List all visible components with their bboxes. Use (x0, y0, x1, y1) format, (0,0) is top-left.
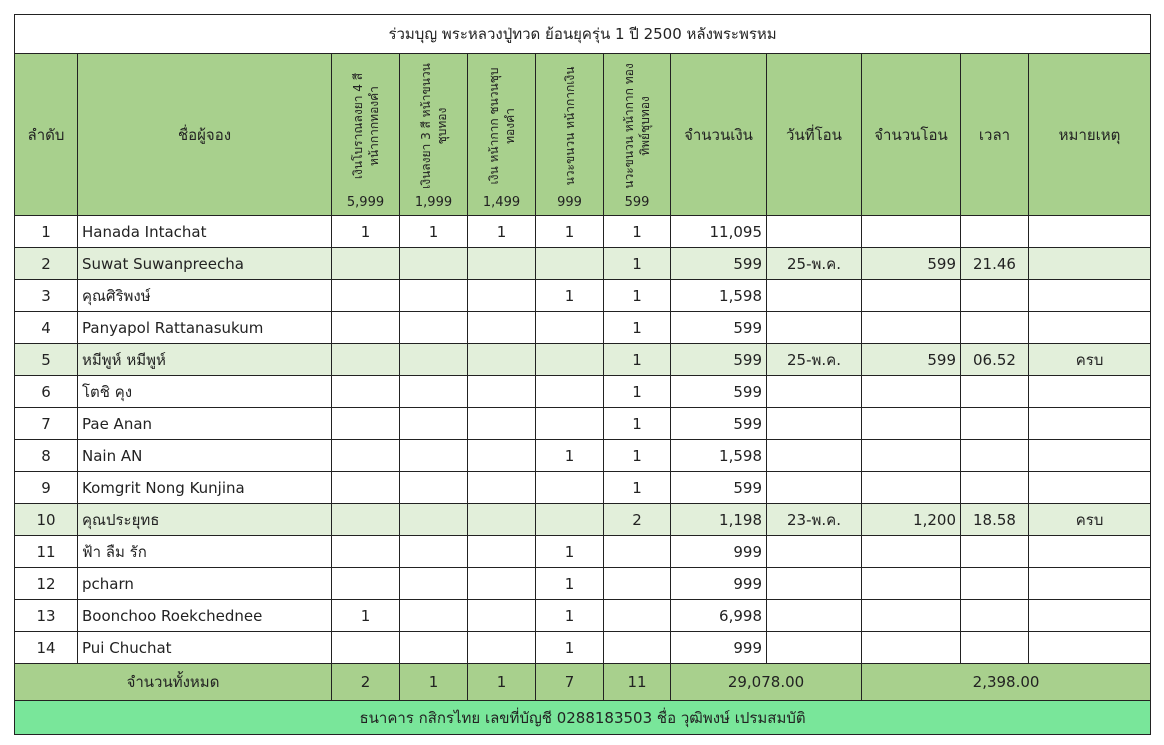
cell-q4 (536, 504, 604, 536)
total-q1: 2 (332, 664, 400, 701)
header-time: เวลา (961, 54, 1029, 216)
cell-time (961, 408, 1029, 440)
cell-transfer: 1,200 (862, 504, 961, 536)
cell-q2 (400, 600, 468, 632)
cell-q5: 1 (604, 344, 671, 376)
cell-no: 13 (15, 600, 78, 632)
cell-q1 (332, 312, 400, 344)
header-item-1-label: เงินโบราณลงยา 4 สี หน้ากากทองคำ (350, 72, 381, 180)
cell-no: 4 (15, 312, 78, 344)
cell-no: 2 (15, 248, 78, 280)
cell-q5: 2 (604, 504, 671, 536)
cell-date (767, 568, 862, 600)
cell-transfer: 599 (862, 248, 961, 280)
header-date: วันที่โอน (767, 54, 862, 216)
cell-q5: 1 (604, 472, 671, 504)
cell-date (767, 632, 862, 664)
cell-no: 10 (15, 504, 78, 536)
cell-date (767, 536, 862, 568)
cell-name: คุณประยุทธ (78, 504, 332, 536)
cell-q1 (332, 280, 400, 312)
cell-no: 3 (15, 280, 78, 312)
cell-amount: 599 (671, 376, 767, 408)
table-row (15, 216, 1151, 248)
cell-q2 (400, 472, 468, 504)
cell-name: Pae Anan (78, 408, 332, 440)
cell-date (767, 600, 862, 632)
cell-transfer (862, 472, 961, 504)
cell-q4 (536, 376, 604, 408)
cell-q1 (332, 536, 400, 568)
cell-date (767, 440, 862, 472)
cell-q3 (468, 568, 536, 600)
cell-time (961, 280, 1029, 312)
cell-q3 (468, 600, 536, 632)
cell-amount: 599 (671, 472, 767, 504)
cell-date: 25-พ.ค. (767, 344, 862, 376)
cell-date: 25-พ.ค. (767, 248, 862, 280)
total-q5: 11 (604, 664, 671, 701)
cell-date (767, 216, 862, 248)
cell-q2 (400, 344, 468, 376)
cell-q2 (400, 632, 468, 664)
cell-no: 9 (15, 472, 78, 504)
cell-q1: 1 (332, 600, 400, 632)
sheet-title: ร่วมบุญ พระหลวงปู่ทวด ย้อนยุครุ่น 1 ปี 2500 หลังพระพรหม (15, 15, 1151, 54)
header-item-2-price: 1,999 (414, 195, 453, 210)
header-no: ลำดับ (15, 54, 78, 216)
header-item-4-label: นวะขนวน หน้ากากเงิน (562, 66, 577, 186)
cell-q5: 1 (604, 440, 671, 472)
cell-q2 (400, 504, 468, 536)
cell-note (1029, 472, 1151, 504)
table-row (15, 440, 1151, 472)
cell-q4: 1 (536, 216, 604, 248)
cell-transfer (862, 600, 961, 632)
header-item-2-label: เงินลงยา 3 สี หน้าขนวนชุบทอง (418, 63, 449, 189)
cell-name: Hanada Intachat (78, 216, 332, 248)
cell-date: 23-พ.ค. (767, 504, 862, 536)
cell-name: Panyapol Rattanasukum (78, 312, 332, 344)
cell-no: 1 (15, 216, 78, 248)
totals-row (15, 664, 1151, 701)
cell-q2: 1 (400, 216, 468, 248)
cell-q2 (400, 376, 468, 408)
cell-amount: 999 (671, 568, 767, 600)
cell-q3: 1 (468, 216, 536, 248)
cell-name: Boonchoo Roekchednee (78, 600, 332, 632)
cell-date (767, 280, 862, 312)
cell-no: 12 (15, 568, 78, 600)
cell-q4 (536, 408, 604, 440)
header-item-5-label: นวะขนวน หน้ากาก ทองทิพย์ชุบทอง (622, 63, 652, 189)
cell-time (961, 312, 1029, 344)
cell-time (961, 536, 1029, 568)
cell-amount: 599 (671, 312, 767, 344)
cell-name: โตชิ คุง (78, 376, 332, 408)
bank-info: ธนาคาร กสิกรไทย เลขที่บัญชี 0288183503 ชื่อ วุฒิพงษ์ เปรมสมบัติ (15, 701, 1151, 735)
cell-q2 (400, 408, 468, 440)
cell-q5 (604, 568, 671, 600)
cell-amount: 1,198 (671, 504, 767, 536)
cell-amount: 1,598 (671, 440, 767, 472)
cell-note (1029, 216, 1151, 248)
cell-q5: 1 (604, 376, 671, 408)
table-row (15, 376, 1151, 408)
cell-time: 18.58 (961, 504, 1029, 536)
table-row (15, 248, 1151, 280)
cell-q1 (332, 632, 400, 664)
cell-q1 (332, 408, 400, 440)
cell-name: Nain AN (78, 440, 332, 472)
cell-q3 (468, 632, 536, 664)
cell-q4 (536, 312, 604, 344)
cell-q3 (468, 344, 536, 376)
cell-transfer (862, 376, 961, 408)
cell-q1 (332, 504, 400, 536)
cell-transfer (862, 408, 961, 440)
cell-q3 (468, 248, 536, 280)
total-q4: 7 (536, 664, 604, 701)
header-item-1 (332, 54, 400, 216)
table-row (15, 280, 1151, 312)
cell-date (767, 472, 862, 504)
total-amount: 29,078.00 (671, 664, 862, 701)
cell-note: ครบ (1029, 504, 1151, 536)
cell-no: 5 (15, 344, 78, 376)
cell-q1: 1 (332, 216, 400, 248)
cell-q1 (332, 568, 400, 600)
cell-q2 (400, 280, 468, 312)
cell-note (1029, 376, 1151, 408)
cell-note (1029, 280, 1151, 312)
cell-name: Suwat Suwanpreecha (78, 248, 332, 280)
cell-transfer (862, 568, 961, 600)
cell-q1 (332, 248, 400, 280)
cell-q4: 1 (536, 568, 604, 600)
cell-q5 (604, 536, 671, 568)
cell-amount: 999 (671, 632, 767, 664)
cell-q5: 1 (604, 408, 671, 440)
cell-no: 8 (15, 440, 78, 472)
cell-time (961, 472, 1029, 504)
header-item-5 (604, 54, 671, 216)
cell-q5 (604, 600, 671, 632)
cell-time: 06.52 (961, 344, 1029, 376)
cell-q3 (468, 472, 536, 504)
cell-no: 7 (15, 408, 78, 440)
cell-q4: 1 (536, 536, 604, 568)
cell-q2 (400, 440, 468, 472)
header-name: ชื่อผู้จอง (78, 54, 332, 216)
cell-time (961, 568, 1029, 600)
header-item-3 (468, 54, 536, 216)
header-item-2 (400, 54, 468, 216)
cell-amount: 599 (671, 408, 767, 440)
cell-q1 (332, 376, 400, 408)
cell-q4: 1 (536, 600, 604, 632)
cell-date (767, 408, 862, 440)
cell-no: 14 (15, 632, 78, 664)
cell-q4 (536, 344, 604, 376)
cell-q3 (468, 280, 536, 312)
cell-amount: 11,095 (671, 216, 767, 248)
cell-amount: 599 (671, 248, 767, 280)
header-note: หมายเหตุ (1029, 54, 1151, 216)
cell-note: ครบ (1029, 344, 1151, 376)
cell-name: คุณศิริพงษ์ (78, 280, 332, 312)
cell-q4 (536, 248, 604, 280)
cell-q3 (468, 536, 536, 568)
cell-time (961, 376, 1029, 408)
cell-q3 (468, 312, 536, 344)
cell-q4: 1 (536, 632, 604, 664)
table-row (15, 472, 1151, 504)
cell-amount: 6,998 (671, 600, 767, 632)
cell-date (767, 376, 862, 408)
cell-q3 (468, 376, 536, 408)
table-row (15, 600, 1151, 632)
total-q2: 1 (400, 664, 468, 701)
cell-time (961, 216, 1029, 248)
table-row (15, 344, 1151, 376)
table-row (15, 504, 1151, 536)
header-item-1-price: 5,999 (346, 195, 385, 210)
cell-q2 (400, 312, 468, 344)
cell-transfer (862, 280, 961, 312)
cell-q5: 1 (604, 312, 671, 344)
cell-no: 6 (15, 376, 78, 408)
cell-note (1029, 440, 1151, 472)
booking-table (14, 14, 1151, 735)
header-amount: จำนวนเงิน (671, 54, 767, 216)
cell-q1 (332, 440, 400, 472)
cell-q4: 1 (536, 280, 604, 312)
cell-q2 (400, 536, 468, 568)
cell-transfer (862, 312, 961, 344)
totals-label: จำนวนทั้งหมด (15, 664, 332, 701)
cell-q3 (468, 504, 536, 536)
cell-amount: 1,598 (671, 280, 767, 312)
cell-transfer (862, 216, 961, 248)
table-row (15, 408, 1151, 440)
table-row (15, 632, 1151, 664)
cell-time (961, 440, 1029, 472)
header-transfer: จำนวนโอน (862, 54, 961, 216)
cell-transfer: 599 (862, 344, 961, 376)
cell-q5: 1 (604, 248, 671, 280)
cell-q1 (332, 472, 400, 504)
cell-q3 (468, 408, 536, 440)
cell-transfer (862, 536, 961, 568)
cell-amount: 599 (671, 344, 767, 376)
cell-name: หมีพูห์ หมีพูห์ (78, 344, 332, 376)
cell-transfer (862, 632, 961, 664)
cell-time: 21.46 (961, 248, 1029, 280)
cell-q3 (468, 440, 536, 472)
header-item-3-price: 1,499 (482, 195, 521, 210)
cell-note (1029, 632, 1151, 664)
cell-amount: 999 (671, 536, 767, 568)
cell-q5: 1 (604, 280, 671, 312)
cell-note (1029, 600, 1151, 632)
cell-q1 (332, 344, 400, 376)
table-row (15, 312, 1151, 344)
cell-name: Komgrit Nong Kunjina (78, 472, 332, 504)
cell-name: Pui Chuchat (78, 632, 332, 664)
total-q3: 1 (468, 664, 536, 701)
header-item-4 (536, 54, 604, 216)
total-transfer: 2,398.00 (862, 664, 1151, 701)
cell-q5: 1 (604, 216, 671, 248)
header-item-3-label: เงิน หน้ากาก ชนวนชุบทองคำ (486, 67, 517, 185)
cell-transfer (862, 440, 961, 472)
cell-q4: 1 (536, 440, 604, 472)
table-row (15, 568, 1151, 600)
cell-name: pcharn (78, 568, 332, 600)
cell-date (767, 312, 862, 344)
cell-note (1029, 248, 1151, 280)
cell-note (1029, 312, 1151, 344)
cell-note (1029, 408, 1151, 440)
cell-no: 11 (15, 536, 78, 568)
cell-note (1029, 568, 1151, 600)
cell-q5 (604, 632, 671, 664)
cell-time (961, 600, 1029, 632)
cell-q2 (400, 568, 468, 600)
cell-note (1029, 536, 1151, 568)
table-row (15, 536, 1151, 568)
cell-q4 (536, 472, 604, 504)
table-body (15, 216, 1151, 664)
cell-q2 (400, 248, 468, 280)
header-item-5-price: 599 (624, 195, 650, 210)
cell-name: ฟ้า ลืม รัก (78, 536, 332, 568)
header-item-4-price: 999 (557, 195, 582, 210)
cell-time (961, 632, 1029, 664)
